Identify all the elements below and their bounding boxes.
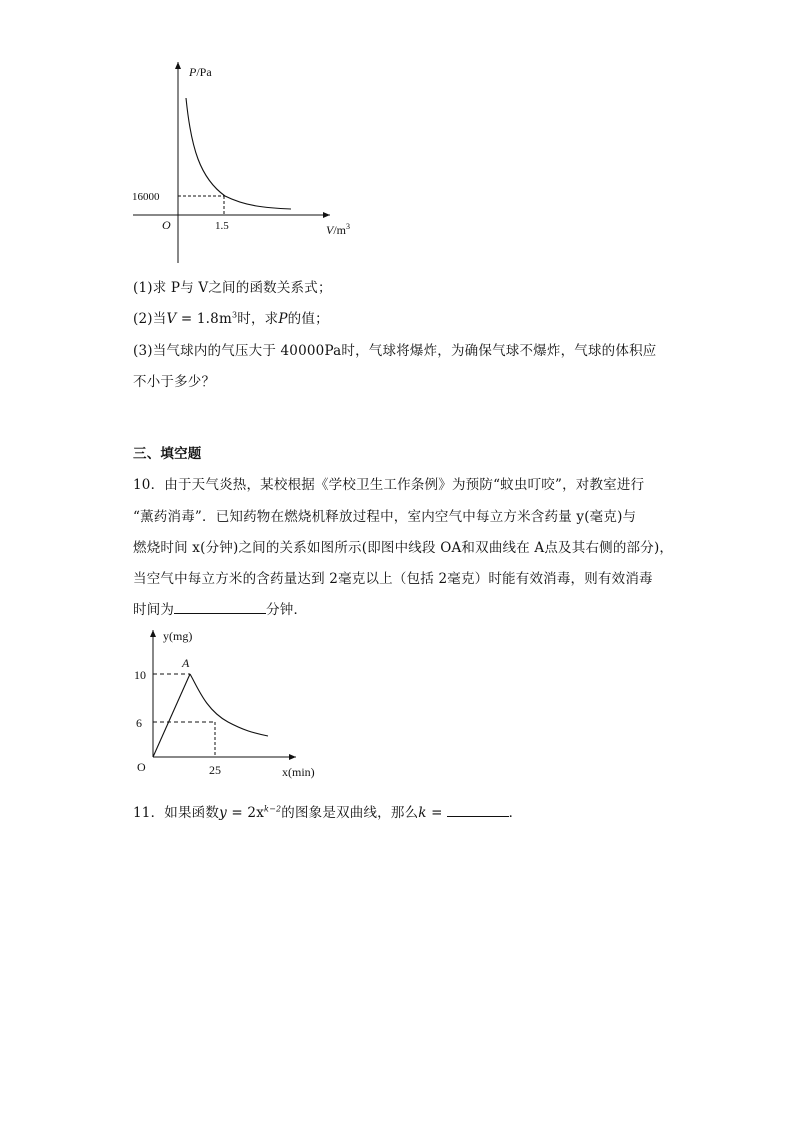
q9-part1: (1)求 P与 V之间的函数关系式； — [133, 280, 332, 296]
origin-label: O — [162, 218, 171, 232]
y-axis-label: y(mg) — [163, 629, 193, 643]
point-A-label: A — [182, 656, 190, 670]
medicine-concentration-graph — [128, 626, 338, 786]
x-axis-label: $V/m^3$ — [326, 222, 351, 237]
q9-part3-line2: 不小于多少？ — [133, 374, 216, 390]
q11: 11．如果函数$y = 2x^{k-2}$的图象是双曲线，那么k = ． — [133, 804, 523, 821]
q9-part3-line1: (3)当气球内的气压大于 40000Pa时，气球将爆炸，为确保气球不爆炸，气球的体积应 — [133, 343, 657, 359]
pressure-volume-graph — [125, 58, 365, 268]
answer-blank-q11[interactable] — [447, 804, 509, 817]
y-tick-16000: 16000 — [132, 191, 160, 203]
q10-line2: “薰药消毒”．已知药物在燃烧机释放过程中，室内空气中每立方米含药量 y(毫克)与 — [133, 509, 637, 525]
hyperbola-curve — [190, 674, 268, 736]
x-tick-25: 25 — [209, 763, 221, 777]
y-tick-10: 10 — [134, 668, 146, 682]
answer-blank-q10[interactable] — [174, 601, 266, 614]
y-tick-6: 6 — [136, 716, 142, 730]
q10-line4: 当空气中每立方米的含药量达到 2毫克以上（包括 2毫克）时能有效消毒，则有效消毒 — [133, 571, 653, 587]
x-axis-label: x(min) — [282, 765, 315, 779]
origin-label: O — [137, 760, 146, 774]
x-tick-1.5: 1.5 — [215, 220, 229, 232]
q9-part2: (2)当$V = 1.8m^3$时，求P的值； — [133, 310, 329, 327]
hyperbola-curve — [186, 98, 291, 209]
q10-line5: 时间为 分钟． — [133, 602, 308, 618]
q10-line1: 10．由于天气炎热，某校根据《学校卫生工作条例》为预防“蚊虫叮咬”，对教室进行 — [133, 477, 645, 493]
section-heading: 三、填空题 — [133, 446, 202, 462]
q10-line3: 燃烧时间 x(分钟)之间的关系如图所示(即图中线段 OA和双曲线在 A点及其右侧的部分)， — [133, 540, 674, 556]
y-axis-label: P/Pa — [189, 65, 212, 79]
segment-OA — [153, 674, 190, 757]
